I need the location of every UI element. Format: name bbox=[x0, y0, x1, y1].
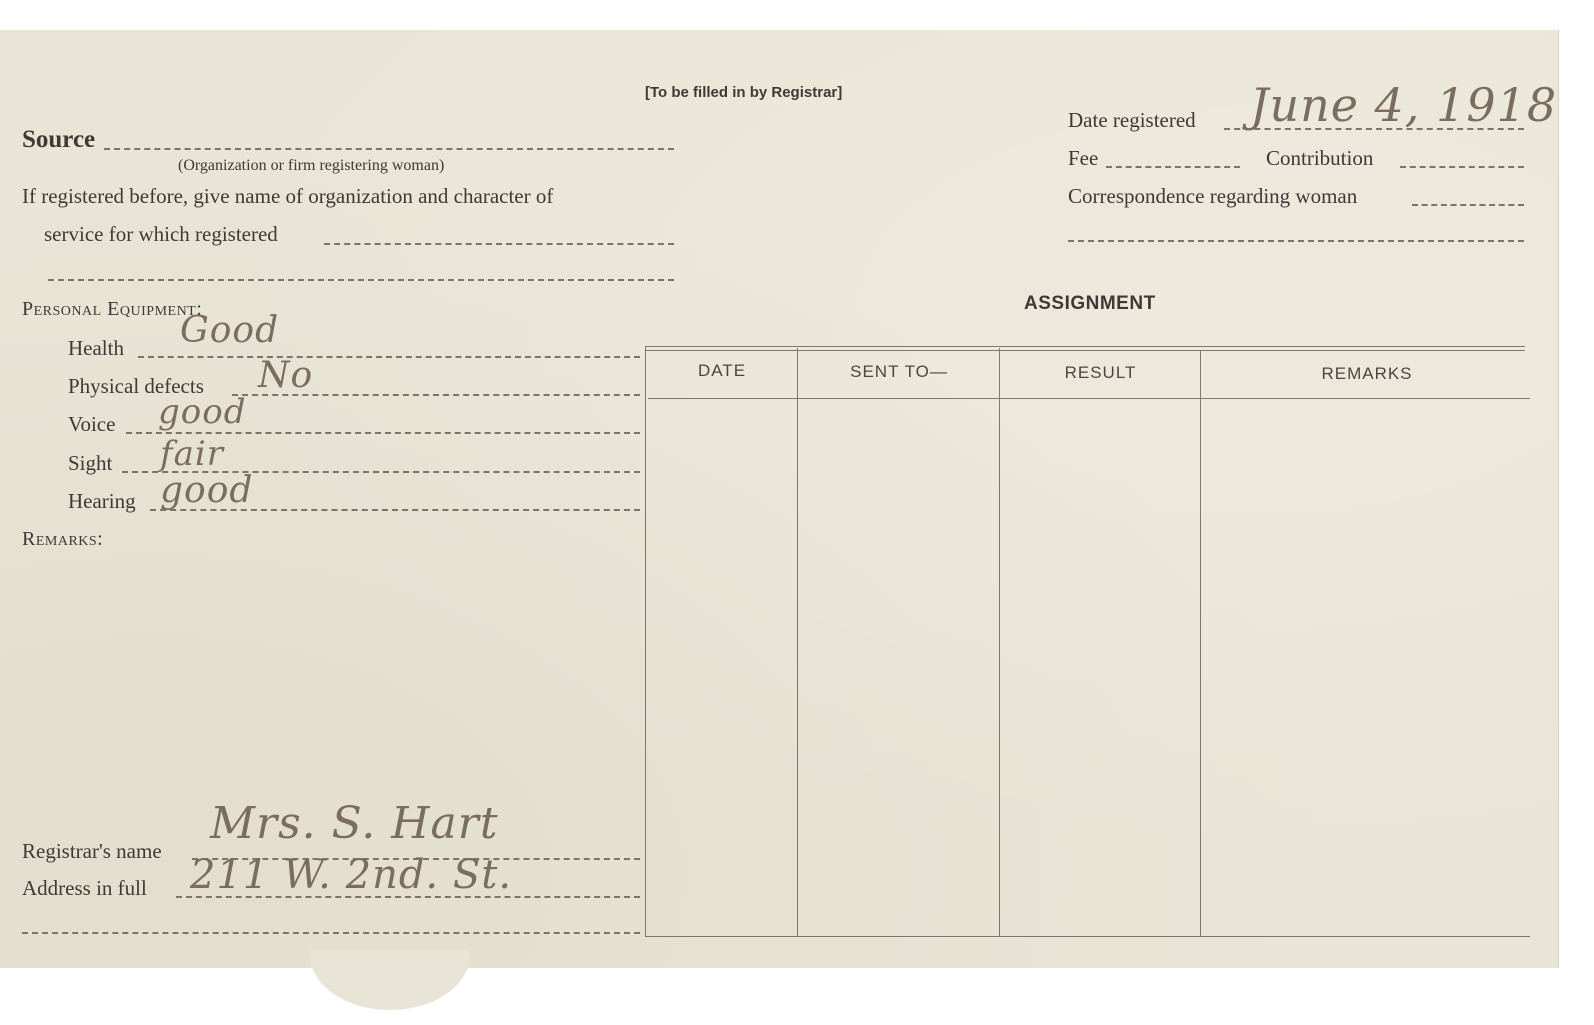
table-divider-1 bbox=[797, 348, 798, 936]
physical-defects-value: No bbox=[258, 355, 314, 396]
col-result-cell[interactable] bbox=[1002, 400, 1199, 934]
health-line[interactable] bbox=[138, 356, 640, 358]
source-caption: (Organization or firm registering woman) bbox=[178, 157, 445, 174]
registrar-name-label: Registrar's name bbox=[22, 839, 162, 863]
address-line-2[interactable] bbox=[22, 932, 640, 934]
col-sent-to-cell[interactable] bbox=[800, 400, 998, 934]
fee-label: Fee bbox=[1068, 146, 1099, 170]
voice-value: good bbox=[158, 392, 247, 432]
address-value: 211 W. 2nd. St. bbox=[190, 852, 513, 898]
assignment-title: ASSIGNMENT bbox=[1024, 293, 1156, 314]
fee-line[interactable] bbox=[1106, 166, 1240, 168]
sight-value: fair bbox=[160, 434, 224, 474]
col-date-cell[interactable] bbox=[648, 400, 796, 934]
correspondence-label: Correspondence regarding woman bbox=[1068, 184, 1358, 208]
date-registered-value: June 4, 1918 bbox=[1250, 78, 1558, 132]
registrar-name-value: Mrs. S. Hart bbox=[210, 798, 499, 849]
col-remarks-header: REMARKS bbox=[1321, 364, 1413, 383]
registrar-note: [To be filled in by Registrar] bbox=[645, 84, 843, 101]
col-date-header: DATE bbox=[697, 361, 747, 380]
voice-label: Voice bbox=[68, 412, 116, 436]
table-divider-2 bbox=[999, 348, 1000, 936]
source-label: Source bbox=[22, 126, 96, 153]
registered-before-text: If registered before, give name of organization and character of bbox=[22, 184, 554, 208]
service-registered-line[interactable] bbox=[324, 243, 674, 245]
hearing-value: good bbox=[160, 470, 254, 511]
card-tab bbox=[310, 950, 470, 1010]
source-line[interactable] bbox=[104, 148, 674, 150]
correspondence-line[interactable] bbox=[1412, 204, 1524, 206]
service-registered-label: service for which registered bbox=[44, 222, 278, 246]
remarks-label: Remarks: bbox=[22, 528, 104, 550]
address-label: Address in full bbox=[22, 876, 147, 900]
table-header-rule bbox=[648, 398, 1530, 399]
table-bottom-rule bbox=[645, 936, 1530, 937]
physical-defects-label: Physical defects bbox=[68, 374, 204, 398]
col-sent-to-header: SENT TO— bbox=[850, 362, 948, 381]
date-registered-label: Date registered bbox=[1068, 108, 1196, 132]
table-top-rule-2 bbox=[645, 350, 1525, 351]
service-registered-line-2[interactable] bbox=[48, 279, 674, 281]
hearing-label: Hearing bbox=[68, 489, 136, 513]
contribution-line[interactable] bbox=[1400, 166, 1524, 168]
contribution-label: Contribution bbox=[1266, 146, 1374, 170]
sight-label: Sight bbox=[68, 451, 113, 475]
table-divider-3 bbox=[1200, 350, 1201, 936]
health-value: Good bbox=[180, 310, 280, 351]
correspondence-line-2[interactable] bbox=[1068, 240, 1524, 242]
health-label: Health bbox=[68, 336, 124, 360]
personal-equipment-label: Personal Equipment: bbox=[22, 298, 203, 320]
col-remarks-cell[interactable] bbox=[1204, 400, 1530, 934]
col-result-header: RESULT bbox=[1064, 363, 1137, 382]
table-border-left bbox=[645, 346, 646, 936]
table-top-rule bbox=[645, 346, 1525, 347]
